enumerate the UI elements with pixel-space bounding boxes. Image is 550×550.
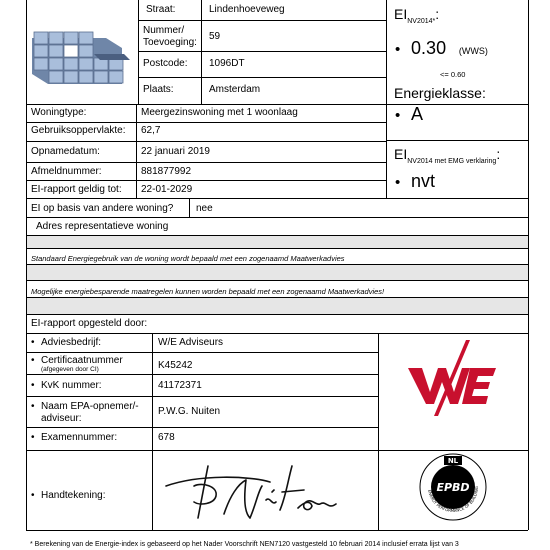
bullet-icon: • [395,174,401,191]
geldig-tot-label: EI-rapport geldig tot: [31,184,122,195]
ei-emg-row [395,171,435,191]
plaats-value: Amsterdam [209,84,261,95]
svg-text:ENERGY PERFORMANCE OF BUILDING: ENERGY PERFORMANCE OF BUILDING [427,486,480,514]
energieklasse-value: A [411,104,424,124]
adviesbedrijf-value: W/E Adviseurs [158,337,224,348]
ei-emg-heading: $EI_{NV2014 met EMG verklaring}$: [394,146,501,165]
certificaat-label: • Certificaatnummer [31,355,123,367]
svg-text:NL: NL [447,457,459,465]
gebruiksoppervlakte-value: 62,7 [141,125,161,136]
nummer-label-1: Nummer/ [143,25,185,36]
bullet-icon: • [395,107,401,124]
ei-value-row [395,38,488,58]
certificaat-value: K45242 [158,360,193,371]
nummer-label-2: Toevoeging: [143,37,197,48]
gebruiksoppervlakte-label: Gebruiksoppervlakte: [31,125,126,136]
basis-value: nee [196,203,213,214]
bullet-icon: • [395,41,401,58]
svg-text:EPBD: EPBD [436,481,470,494]
afmeldnummer-label: Afmeldnummer: [31,166,102,177]
bullet-icon [31,490,41,501]
kvk-value: 41172371 [158,380,202,391]
postcode-value: 1096DT [209,58,245,69]
naam-label-1: • Naam EPA-opnemer/- [31,401,139,413]
opnamedatum-value: 22 januari 2019 [141,146,210,157]
bullet-icon [31,432,41,443]
bullet-icon [31,380,41,391]
adviesbedrijf-label: • Adviesbedrijf: [31,337,101,349]
certificaat-sub: (afgegeven door CI) [41,366,99,373]
geldig-tot-value: 22-01-2029 [141,184,193,195]
ei-value: 0.30 [411,38,447,58]
kvk-label: • KvK nummer: [31,380,102,392]
afmeldnummer-value: 881877992 [141,166,192,177]
nummer-value: 59 [209,31,221,42]
bullet-icon [31,337,41,348]
building-icon [30,24,130,86]
bullet-icon [31,355,41,366]
standaard-text: Standaard Energiegebruik van de woning wordt bepaald met een zogenaamd Maatwerkadvies [31,254,345,263]
opnamedatum-label: Opnamedatum: [31,146,100,157]
gray-band [27,298,528,314]
naam-label-2: adviseur: [41,413,82,424]
examen-label: • Examennummer: [31,432,117,444]
adres-representatieve-label: Adres representatieve woning [36,221,169,232]
mogelijke-text: Mogelijke energiebesparende maatregelen kunnen worden bepaald met een zogenaamd Maatwerkadvies! [31,287,385,296]
ei-emg-value: nvt [411,171,436,191]
gray-band [27,236,528,248]
naam-value: P.W.G. Nuiten [158,406,221,417]
gray-band [27,265,528,280]
energieklasse-row [395,104,423,124]
postcode-label: Postcode: [143,58,188,69]
straat-value: Lindenhoeveweg [209,4,285,15]
straat-label: Straat: [146,4,176,15]
opgesteld-label: EI-rapport opgesteld door: [31,318,148,329]
signature-image [160,456,360,528]
energieklasse-label: Energieklasse: [394,85,486,101]
examen-value: 678 [158,432,175,443]
footnote: * Berekening van de Energie-index is gebaseerd op het Nader Voorschrift NEN7120 vastgesteld 10 februari 2014 inclusief errata lijst van 3 [30,541,459,548]
epbd-seal-icon [418,452,488,522]
handtekening-label: • Handtekening: [31,490,106,502]
plaats-label: Plaats: [143,84,174,95]
ei-unit: (WWS) [458,46,488,56]
we-logo [400,338,500,418]
ei-heading: $EI_{NV2014*}$: [394,6,440,25]
woningtype-label: Woningtype: [31,107,87,118]
woningtype-value: Meergezinswoning met 1 woonlaag [141,107,298,118]
bullet-icon [31,401,41,412]
basis-label: EI op basis van andere woning? [31,203,174,214]
ei-limit: <= 0.60 [440,70,466,79]
